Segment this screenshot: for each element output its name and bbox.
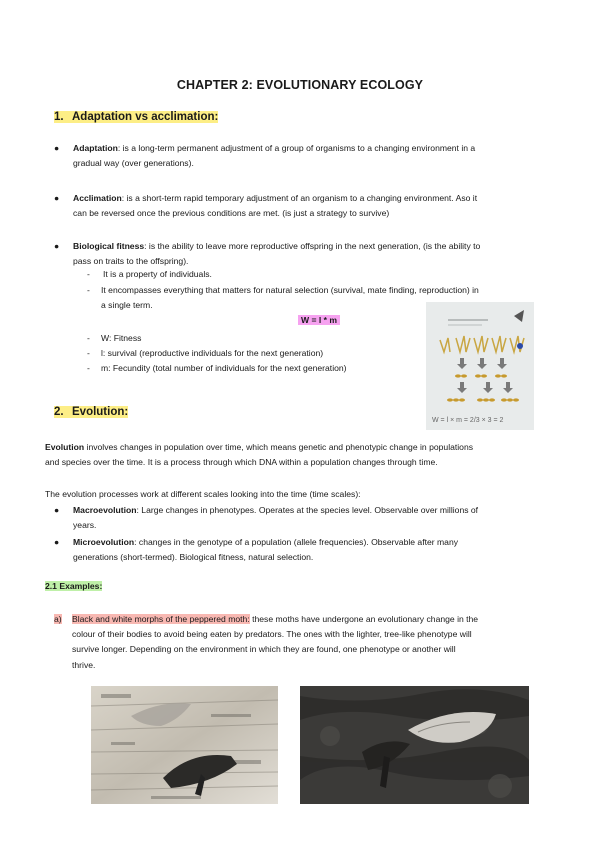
fitness-sub-3: W: Fitness	[101, 333, 142, 343]
microevolution-text-2: generations (short-termed). Biological fitness, natural selection.	[73, 552, 314, 563]
bullet-icon: ●	[54, 505, 60, 515]
microevolution-term: Microevolution	[73, 537, 135, 547]
examples-heading-highlight: 2.1 Examples:	[45, 581, 103, 591]
section-1-number: 1.	[54, 111, 64, 123]
adaptation-paragraph	[73, 141, 563, 171]
acclimation-term: Acclimation	[73, 193, 122, 203]
macroevolution-text-2: years.	[73, 520, 97, 531]
microevolution-text-1: : changes in the genotype of a population (allele frequencies). Observable after many	[134, 537, 459, 547]
dark-bark-moth-photo	[300, 686, 529, 804]
fitness-sub-4: l: survival (reproductive individuals for the next generation)	[101, 348, 324, 358]
fitness-formula	[298, 313, 340, 328]
acclimation-paragraph	[73, 191, 563, 221]
fitness-sub-5: m: Fecundity (total number of individuals for the next generation)	[101, 363, 347, 373]
adaptation-term: Adaptation	[73, 143, 118, 153]
fitness-sub-2-line-1: It encompasses everything that matters for natural selection (survival, mate finding, reproduction) in	[101, 285, 479, 295]
dash-icon: -	[87, 348, 90, 358]
formula-highlight: W = l * m	[298, 315, 340, 325]
section-2-title: Evolution:	[72, 406, 129, 418]
evolution-text-2: and species over the time. It is a process through which DNA within a population changes through time.	[45, 457, 438, 468]
dash-icon: -	[87, 269, 90, 279]
chapter-title: CHAPTER 2: EVOLUTIONARY ECOLOGY	[176, 78, 424, 92]
bullet-icon: ●	[54, 241, 60, 251]
fitness-diagram-svg	[426, 302, 534, 430]
bullet-icon: ●	[54, 537, 60, 547]
fitness-text-2: pass on traits to the offspring).	[73, 256, 189, 267]
section-1-title: Adaptation vs acclimation:	[72, 111, 219, 123]
example-a-text-4: thrive.	[72, 659, 96, 670]
adaptation-text-2: gradual way (over generations).	[73, 158, 194, 169]
adaptation-text-1: : is a long-term permanent adjustment of a group of organisms to a changing environment in a	[117, 143, 476, 153]
section-2-number: 2.	[54, 406, 64, 418]
macroevolution-paragraph	[73, 503, 563, 533]
dash-icon: -	[87, 363, 90, 373]
dash-icon: -	[87, 333, 90, 343]
fitness-text-1: : is the ability to leave more reproductive offspring in the next generation, (is the ability to	[144, 241, 481, 251]
acclimation-text-1: : is a short-term rapid temporary adjustment of an organism to a changing environment. Aso it	[121, 193, 478, 203]
bullet-icon: ●	[54, 193, 60, 203]
blue-bird-icon	[517, 343, 523, 349]
macroevolution-text-1: : Large changes in phenotypes. Operates at the species level. Observable over millions of	[136, 505, 479, 515]
fitness-illustration	[426, 302, 534, 430]
example-a-paragraph	[72, 612, 564, 673]
example-a-letter	[54, 612, 62, 627]
section-1-heading	[54, 111, 218, 123]
section-2-heading-highlight	[54, 406, 128, 418]
dash-icon: -	[87, 285, 90, 295]
fitness-sub-2-line-2: a single term.	[101, 300, 153, 311]
fitness-term: Biological fitness	[73, 241, 145, 251]
peppered-moth-highlight: Black and white morphs of the peppered moth:	[72, 614, 250, 624]
example-a-text-2: colour of their bodies to avoid being eaten by predators. The ones with the lighter, tree-like phenotype will	[72, 629, 472, 640]
bullet-icon: ●	[54, 143, 60, 153]
evolution-term: Evolution	[45, 442, 85, 452]
time-scales-text: The evolution processes work at different scales looking into the time (time scales):	[45, 489, 361, 499]
examples-heading	[45, 579, 102, 594]
section-1-heading-highlight	[54, 111, 218, 123]
evolution-text-1: involves changes in population over time, which means genetic and phenotypic change in populations	[84, 442, 474, 452]
example-a-text-1: these moths have undergone an evolutionary change in the	[249, 614, 479, 624]
section-2-heading	[54, 406, 128, 418]
macroevolution-term: Macroevolution	[73, 505, 137, 515]
light-bark-moth-photo	[91, 686, 278, 804]
evolution-paragraph	[45, 440, 565, 470]
acclimation-text-2: can be reversed once the previous conditions are met. (is just a strategy to survive)	[73, 208, 390, 219]
microevolution-paragraph	[73, 535, 563, 565]
figure-formula: W = l × m = 2/3 × 3 = 2	[432, 417, 504, 424]
example-a-text-3: survive longer. Depending on the environment in which they are found, one phenotype or another will	[72, 644, 456, 655]
example-letter-highlight: a)	[54, 614, 62, 624]
fitness-sub-1: It is a property of individuals.	[103, 269, 212, 279]
fitness-paragraph	[73, 239, 563, 269]
